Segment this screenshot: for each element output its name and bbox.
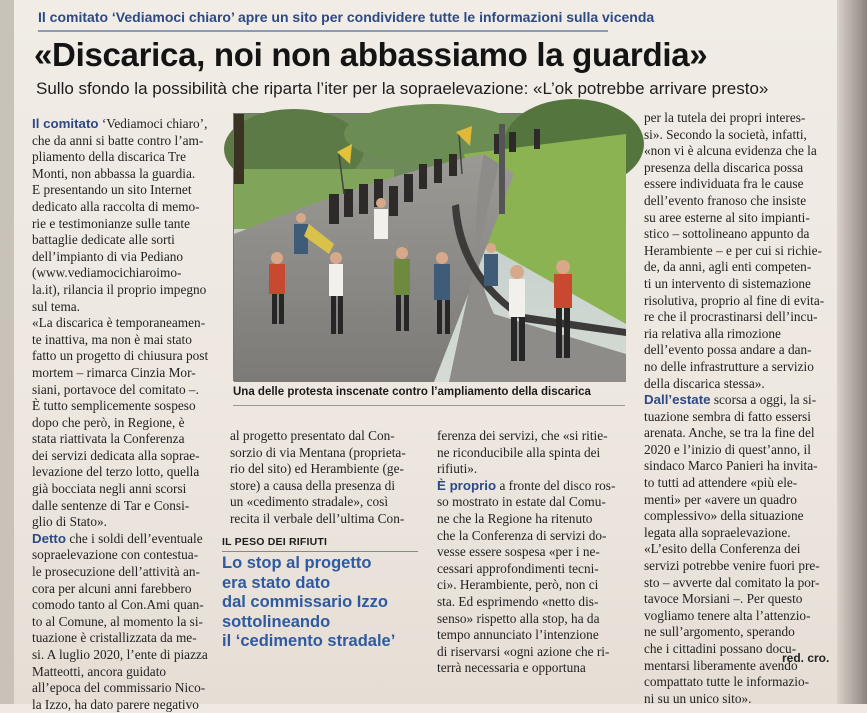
- column-4-line: ne sull’argomento, sperando: [644, 624, 795, 640]
- column-1-line: [32, 531, 222, 548]
- column-1-line: sul tema.: [32, 298, 81, 314]
- column-1-line: È tutto semplicemente sospeso: [32, 398, 196, 414]
- column-1-text: ‘Vediamoci chiaro’,: [101, 116, 208, 131]
- column-4-line: ti un intervento di sistemazione: [644, 275, 811, 291]
- column-4-line: vogliamo tenere alta l’attenzio-: [644, 607, 811, 623]
- column-1-line: già bocciata negli anni scorsi: [32, 481, 187, 497]
- column-1-line: to al Comune, al momento la si-: [32, 613, 203, 629]
- column-1-line: te inattiva, ma non è mai stato: [32, 331, 192, 347]
- column-1-line: la.it), rilancia il proprio impegno: [32, 281, 207, 297]
- column-4-line: menti» per «avere un quadro: [644, 491, 797, 507]
- column-1-line: glio di Stato».: [32, 514, 107, 530]
- column-3-line: ci». Herambiente, però, non ci: [437, 577, 599, 593]
- column-3-line: so mostrato in estate dal Comu-: [437, 494, 606, 510]
- pull-quote-line: sottolineando: [222, 612, 331, 631]
- column-3-line: che la Conferenza di servizi do-: [437, 527, 607, 543]
- column-2-line: sorzio di via Mentana (proprieta-: [230, 444, 406, 460]
- column-3-line: ferenza dei servizi, che «si ritie-: [437, 428, 608, 443]
- column-1-line: comodo tanto al Con.Ami quan-: [32, 597, 204, 613]
- column-4-line: compattato tutte le informazio-: [644, 674, 810, 690]
- lead-word: È proprio: [437, 477, 497, 493]
- column-4-line: risolutiva, proprio al fine di evita-: [644, 292, 825, 308]
- column-1-line: Matteotti, ancora guidato: [32, 663, 167, 679]
- column-1-line: (www.vediamocichiaroimo-: [32, 265, 182, 281]
- pull-quote-label: IL PESO DEI RIFIUTI: [222, 536, 328, 548]
- article-headline: «Discarica, noi non abbassiamo la guardia»: [34, 36, 708, 73]
- column-1-line: dopo che però, in Regione, è: [32, 414, 185, 430]
- column-3-line: [437, 478, 635, 495]
- protest-photo-illustration: [234, 114, 626, 382]
- column-1-line: le prosecuzione dell’attività an-: [32, 564, 200, 580]
- article-kicker: Il comitato ‘Vediamoci chiaro’ apre un sito per condividere tutte le informazioni sulla vicenda: [38, 9, 655, 25]
- column-4-line: 2020 e l’inizio di quest’anno, il: [644, 441, 811, 457]
- page-left-edge: [0, 0, 14, 704]
- column-4-line: servizi potrebbe venire fuori pre-: [644, 558, 820, 574]
- column-4-line: si». Secondo la società, infatti,: [644, 126, 807, 142]
- column-3-line: di riservarsi «ogni azione che ri-: [437, 643, 610, 659]
- column-3-text: a fronte del disco ros-: [499, 477, 616, 493]
- column-4-line: «L’esito della Conferenza dei: [644, 541, 801, 557]
- column-3-line: vesse essere sospesa «per i ne-: [437, 544, 600, 560]
- column-4-line: «non vi è alcuna evidenza che la: [644, 143, 817, 159]
- column-3-line: tempo annunciato l’intenzione: [437, 627, 599, 643]
- column-2: [230, 428, 426, 528]
- column-2-line: store) a causa della presenza di: [230, 477, 396, 493]
- lead-word: Il comitato: [32, 116, 99, 131]
- column-4-line: de, da anni, agli enti competen-: [644, 259, 812, 275]
- column-1-line: siani, portavoce del comitato –.: [32, 381, 199, 397]
- column-4-line: legata alla sopraelevazione.: [644, 524, 791, 540]
- pull-quote-text: [222, 554, 418, 652]
- column-4-line: mentarsi liberamente avendo: [644, 657, 798, 673]
- column-1-line: E presentando un sito Internet: [32, 182, 192, 198]
- column-4-line: stico – sottolineano appunto da: [644, 226, 810, 242]
- column-1: [32, 116, 222, 713]
- author-credit: red. cro.: [782, 651, 830, 665]
- column-1-line: «La discarica è temporaneamen-: [32, 315, 206, 331]
- kicker-rule: [38, 30, 608, 32]
- article-subhead: Sullo sfondo la possibilità che riparta l’iter per la sopraelevazione: «L’ok potrebbe arrivare presto»: [36, 79, 769, 98]
- column-2-line: al progetto presentato dal Con-: [230, 428, 395, 443]
- pull-quote-rule: [222, 551, 418, 552]
- column-3-line: ne che la Regione ha ritenuto: [437, 510, 593, 526]
- column-2-line: rio del sito) ed Herambiente (ge-: [230, 461, 404, 477]
- pull-quote-line: era stato dato: [222, 573, 331, 592]
- column-4-line: no delle infrastrutture a servizio: [644, 358, 814, 374]
- column-1-line: mortem – rimarca Cinzia Mor-: [32, 364, 196, 380]
- column-1-line: dell’impianto di via Pediano: [32, 248, 184, 264]
- pull-quote-line: il ‘cedimento stradale’: [222, 632, 396, 650]
- column-3-line: rifiuti».: [437, 461, 478, 477]
- column-1-line: [32, 116, 222, 133]
- column-3-line: senso» rispetto alla stop, ha da: [437, 610, 600, 626]
- column-1-line: dalle sentenze di Tar e Consi-: [32, 497, 190, 513]
- column-4-line: presenza della discarica possa: [644, 159, 804, 175]
- column-4-line: arenata. Anche, se tra la fine del: [644, 425, 815, 441]
- column-3-line: ne riconducibile alla spinta dei: [437, 444, 601, 460]
- lead-word: Detto: [32, 530, 66, 546]
- column-4-line: della discarica stessa».: [644, 375, 765, 391]
- page-right-edge: [837, 0, 867, 704]
- column-4: [644, 110, 836, 707]
- column-4-line: tavoce Morsiani –. Per questo: [644, 591, 803, 607]
- column-1-line: sopraelevazione con contestua-: [32, 547, 199, 563]
- pull-quote-box: [222, 536, 418, 660]
- column-4-line: [644, 392, 836, 409]
- column-1-text: che i soldi dell’eventuale: [69, 530, 203, 546]
- column-4-text: scorsa a oggi, la si-: [713, 392, 817, 408]
- column-4-line: ni su un unico sito».: [644, 690, 752, 706]
- column-4-line: dell’evento possa andare a dan-: [644, 342, 812, 358]
- column-1-line: si. A luglio 2020, l’ente di piazza: [32, 647, 208, 662]
- column-4-line: per la tutela dei propri interes-: [644, 110, 806, 125]
- column-1-line: che da anni si batte contro l’am-: [32, 132, 204, 148]
- column-4-line: essere individuata fra le cause: [644, 176, 804, 192]
- column-1-line: cora per alcuni anni farebbero: [32, 580, 192, 596]
- column-3-line: sta. Ed esprimendo «netto dis-: [437, 593, 599, 609]
- column-4-line: sto – avverte dal comitato la por-: [644, 574, 820, 590]
- column-1-line: dei servizi dedicata alla soprae-: [32, 447, 200, 463]
- column-1-line: all’epoca del commissario Nico-: [32, 680, 206, 696]
- column-4-line: su aree esterne al sito impianti-: [644, 209, 810, 225]
- column-3-line: cessari approfondimenti tecni-: [437, 560, 599, 576]
- pull-quote-line: Lo stop al progetto: [222, 554, 372, 572]
- column-4-line: complessivo» della situazione: [644, 508, 804, 524]
- column-1-line: dedicato alla raccolta di memo-: [32, 198, 200, 214]
- column-1-line: pliamento della discarica Tre: [32, 149, 186, 165]
- column-1-line: Monti, non abbassa la guardia.: [32, 165, 196, 181]
- column-3: [437, 428, 635, 677]
- column-4-line: tuazione sembra di fatto essersi: [644, 408, 811, 424]
- column-4-line: ria relativa alla rimozione: [644, 325, 781, 341]
- column-2-line: recita il verbale dell’ultima Con-: [230, 510, 405, 526]
- column-1-line: tuazione è cristallizzata da me-: [32, 630, 197, 646]
- lead-word: Dall’estate: [644, 392, 711, 408]
- photo-caption: Una delle protesta inscenate contro l’ampliamento della discarica: [233, 386, 591, 398]
- column-4-line: che i cittadini possano docu-: [644, 641, 797, 656]
- column-4-line: dell’evento franoso che insiste: [644, 192, 807, 208]
- column-1-line: stata riattivata la Conferenza: [32, 431, 185, 447]
- column-4-line: sindaco Marco Panieri ha invita-: [644, 458, 818, 474]
- pull-quote-line: dal commissario Izzo: [222, 593, 388, 611]
- column-2-line: un «cedimento stradale», così: [230, 494, 389, 510]
- column-1-line: levazione del terzo lotto, quella: [32, 464, 200, 480]
- column-4-line: to tutti ad attendere «più ele-: [644, 475, 798, 491]
- column-4-line: re che il procrastinarsi dell’incu-: [644, 309, 818, 325]
- column-1-line: fatto un progetto di chiusura post: [32, 348, 209, 364]
- column-1-line: battaglie dedicate alle sorti: [32, 232, 175, 248]
- signpost: [499, 124, 505, 214]
- caption-rule: [233, 405, 625, 406]
- column-3-line: terrà necessaria e opportuna: [437, 660, 586, 676]
- protest-photo: [233, 113, 625, 381]
- column-1-line: rie e testimonianze sulle tante: [32, 215, 191, 231]
- column-1-line: la Izzo, ha dato parere negativo: [32, 696, 199, 712]
- column-4-line: Herambiente – e per cui si richie-: [644, 242, 822, 258]
